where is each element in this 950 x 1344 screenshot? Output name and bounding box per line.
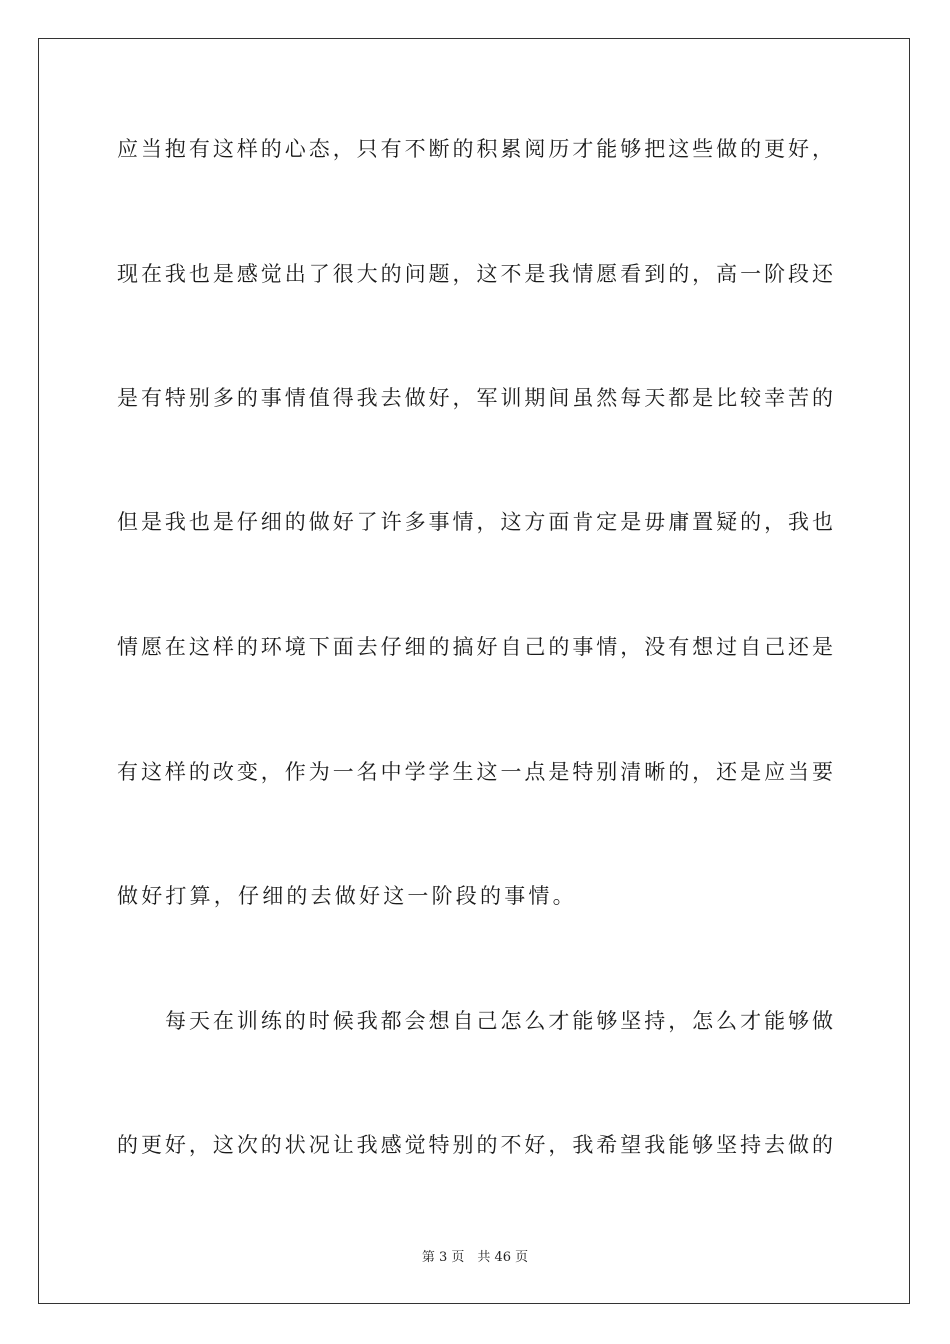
paragraph-line-9: 的更好，这次的状况让我感觉特别的不好，我希望我能够坚持去做的 <box>117 1133 833 1157</box>
paragraph-line-4: 但是我也是仔细的做好了许多事情，这方面肯定是毋庸置疑的，我也 <box>117 510 833 534</box>
paragraph-line-6: 有这样的改变，作为一名中学学生这一点是特别清晰的，还是应当要 <box>117 760 833 784</box>
page-border <box>38 38 910 1304</box>
paragraph-line-7: 做好打算，仔细的去做好这一阶段的事情。 <box>117 884 577 908</box>
page-number-footer: 第 3 页 共 46 页 <box>421 1250 529 1265</box>
paragraph-line-8: 每天在训练的时候我都会想自己怎么才能够坚持，怎么才能够做 <box>165 1009 833 1033</box>
paragraph-line-5: 情愿在这样的环境下面去仔细的搞好自己的事情，没有想过自己还是 <box>117 635 833 659</box>
paragraph-line-3: 是有特别多的事情值得我去做好，军训期间虽然每天都是比较幸苦的 <box>117 386 833 410</box>
paragraph-line-1: 应当抱有这样的心态，只有不断的积累阅历才能够把这些做的更好， <box>117 137 833 161</box>
paragraph-line-2: 现在我也是感觉出了很大的问题，这不是我情愿看到的，高一阶段还 <box>117 262 833 286</box>
